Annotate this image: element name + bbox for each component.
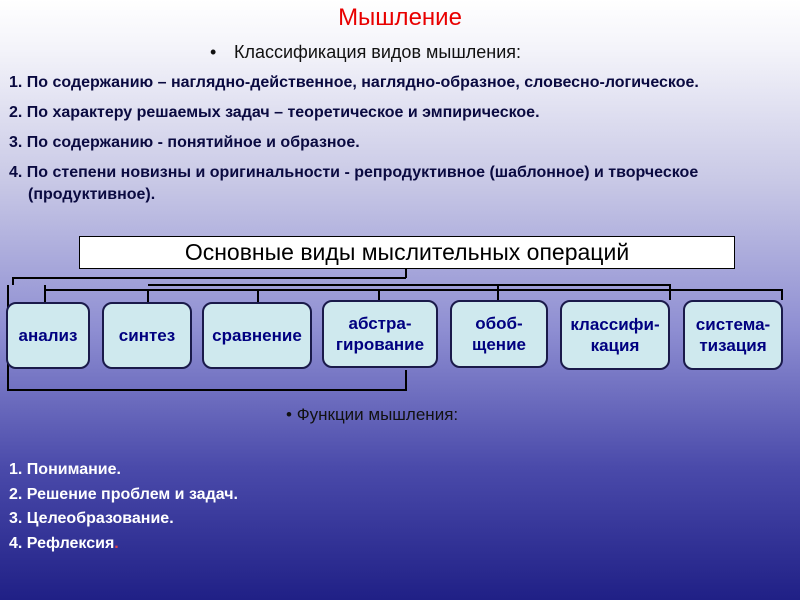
bullet-icon: • [286,405,297,424]
function-item: 3. Целеобразование. [9,510,174,527]
operation-label: сравнение [212,326,302,345]
operation-classification [560,300,670,370]
classification-item: 4. По степени новизны и оригинальности - репродуктивное (шаблонное) и творческое (продуктивное). [9,164,699,203]
operation-label: анализ [18,326,78,345]
operation-label-line2: кация [590,336,640,355]
operation-label-line1: система- [695,315,771,334]
operation-generalization [450,300,548,368]
operation-label-line1: абстра- [348,314,412,333]
function-item-last [9,532,238,557]
function-item: 1. Понимание. [9,461,121,478]
functions-heading-row [286,405,458,425]
operation-systematization [683,300,783,370]
operation-label-line1: обоб- [475,314,523,333]
operation-label-line1: классифи- [570,315,660,334]
classification-item: 2. По характеру решаемых задач – теоретическое и эмпирическое. [9,104,540,121]
bullet-icon: • [210,42,217,62]
operation-label: синтез [118,326,176,345]
operation-label-line2: тизация [699,336,767,355]
function-item: 2. Решение проблем и задач. [9,485,238,503]
classification-item: 3. По содержанию - понятийное и образное. [9,134,360,151]
connector-bus-mid [148,285,670,300]
classification-item: 1. По содержанию – наглядно-действенное, наглядно-образное, словесно-логическое. [9,74,699,91]
classification-heading: Классификация видов мышления: [234,42,522,62]
function-item-text: 4. Рефлексия [9,534,115,552]
connector-outer-top [13,278,406,285]
page-title: Мышление [338,4,462,31]
connector-bus-upper [45,285,782,300]
operations-heading-box: Основные виды мыслительных операций [79,236,735,269]
operation-label-line2: гирование [335,335,425,354]
operation-comparison [202,302,312,369]
function-item-suffix: . [114,534,119,552]
operation-abstraction [322,300,438,368]
operation-analysis [6,302,90,369]
operation-synthesis [102,302,192,369]
functions-list [9,458,238,556]
functions-heading: Функции мышления: [296,405,459,424]
operation-label-line2: щение [472,335,526,354]
